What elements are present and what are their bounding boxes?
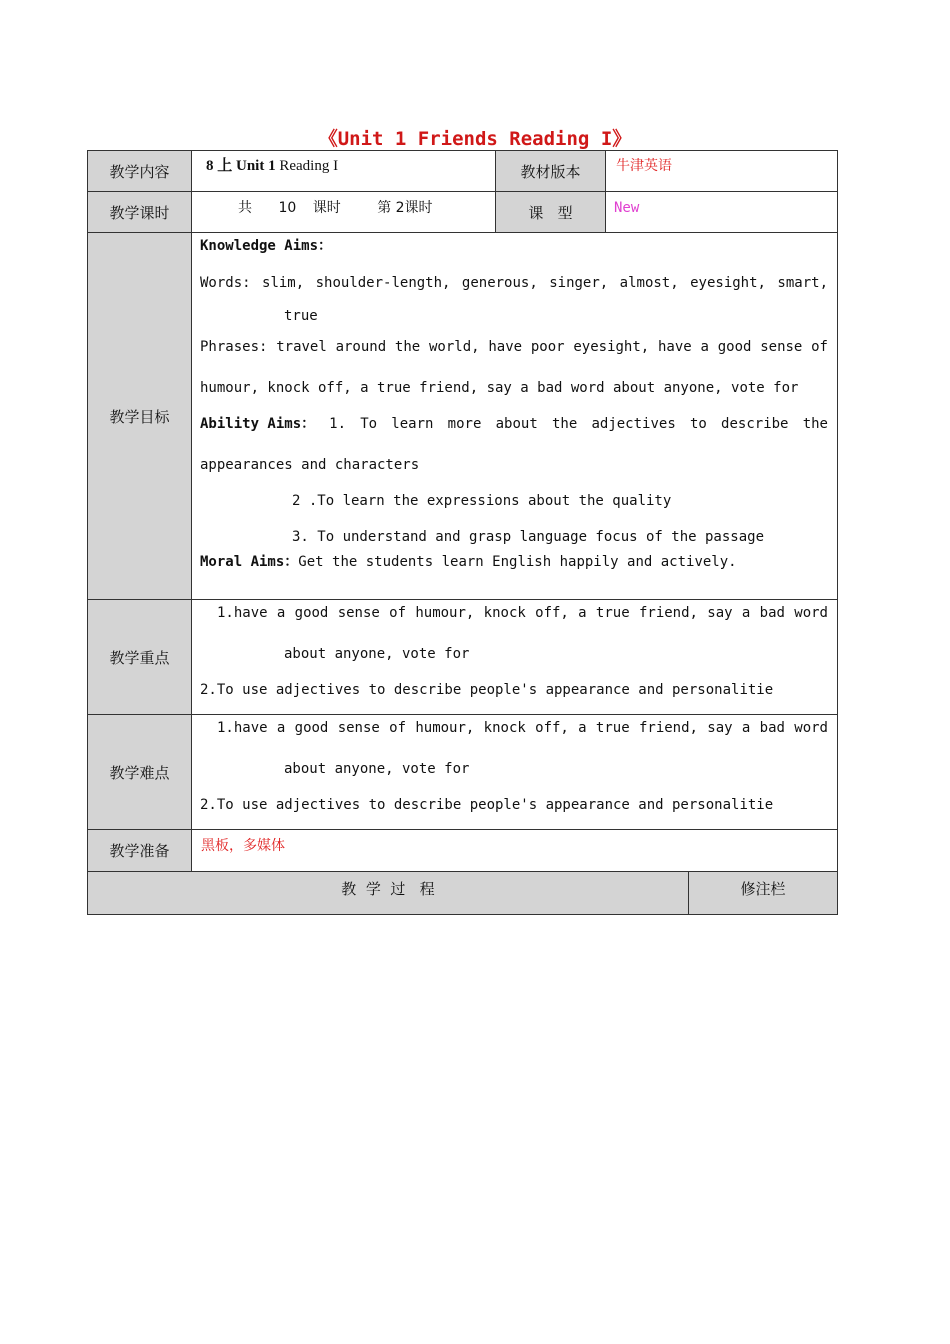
row-process bbox=[88, 872, 838, 915]
ability-line1 bbox=[200, 414, 828, 455]
period-value bbox=[192, 192, 496, 233]
phrases-line1: Phrases: travel around the world, have poor eyesight, have a good sense of bbox=[200, 339, 828, 355]
row-preparation bbox=[88, 830, 838, 872]
document-title: 《Unit 1 Friends Reading I》 bbox=[318, 128, 632, 150]
label-objectives: 教学目标 bbox=[88, 233, 192, 600]
row-difficulties bbox=[88, 715, 838, 830]
label-difficulties: 教学难点 bbox=[88, 715, 192, 830]
row-objectives bbox=[88, 233, 838, 600]
label-edition: 教材版本 bbox=[496, 151, 606, 192]
diff-item1-line2: about anyone, vote for bbox=[284, 761, 470, 777]
period-nth: 第 2课时 bbox=[377, 200, 433, 216]
key-item1-line1: 1.have a good sense of humour, knock off, a true friend, say a bad word bbox=[217, 605, 828, 621]
row-content bbox=[88, 151, 838, 192]
key-item1-line2: about anyone, vote for bbox=[284, 646, 470, 662]
lesson-plan-table bbox=[87, 150, 838, 915]
knowledge-heading: Knowledge Aims： bbox=[200, 238, 333, 254]
diff-item2: 2.To use adjectives to describe people's appearance and personalitie bbox=[200, 797, 774, 813]
moral-heading: Moral Aims： bbox=[200, 554, 299, 570]
diff-item1-line1: 1.have a good sense of humour, knock off, a true friend, say a bad word bbox=[217, 720, 828, 736]
content-value-prefix: 8 上 Unit 1 bbox=[206, 158, 276, 174]
preparation-value: 黑板，多媒体 bbox=[192, 830, 838, 872]
ability-item1: 1. To learn more about the adjectives to describe the bbox=[329, 416, 828, 432]
label-type: 课 型 bbox=[496, 192, 606, 233]
edition-value: 牛津英语 bbox=[606, 151, 838, 192]
row-period bbox=[88, 192, 838, 233]
ability-item3: 3. To understand and grasp language focus of the passage bbox=[292, 529, 765, 545]
label-period: 教学课时 bbox=[88, 192, 192, 233]
row-key-points bbox=[88, 600, 838, 715]
words-line1: Words: slim, shoulder-length, generous, singer, almost, eyesight, smart, bbox=[200, 275, 828, 291]
label-key-points: 教学重点 bbox=[88, 600, 192, 715]
ability-line2: appearances and characters bbox=[200, 457, 420, 473]
period-total-num: 10 bbox=[278, 200, 297, 216]
difficulties-value bbox=[192, 715, 838, 830]
label-content: 教学内容 bbox=[88, 151, 192, 192]
moral-line bbox=[200, 552, 828, 572]
label-process: 教 学 过 程 bbox=[88, 872, 689, 915]
period-total-unit: 课时 bbox=[312, 200, 341, 216]
ability-item2: 2 .To learn the expressions about the quality bbox=[292, 493, 672, 509]
words-line2: true bbox=[284, 308, 318, 324]
label-preparation: 教学准备 bbox=[88, 830, 192, 872]
key-item2: 2.To use adjectives to describe people's appearance and personalitie bbox=[200, 682, 774, 698]
type-value: New bbox=[606, 192, 838, 233]
content-value-rest: Reading I bbox=[275, 158, 339, 174]
ability-heading: Ability Aims： bbox=[200, 416, 316, 432]
label-notes: 修注栏 bbox=[689, 872, 838, 915]
phrases-line2: humour, knock off, a true friend, say a bad word about anyone, vote for bbox=[200, 380, 799, 396]
content-value bbox=[192, 151, 496, 192]
period-total-word: 共 bbox=[238, 200, 252, 216]
moral-text: Get the students learn English happily and actively. bbox=[298, 554, 737, 570]
key-points-value bbox=[192, 600, 838, 715]
objectives-value bbox=[192, 233, 838, 600]
